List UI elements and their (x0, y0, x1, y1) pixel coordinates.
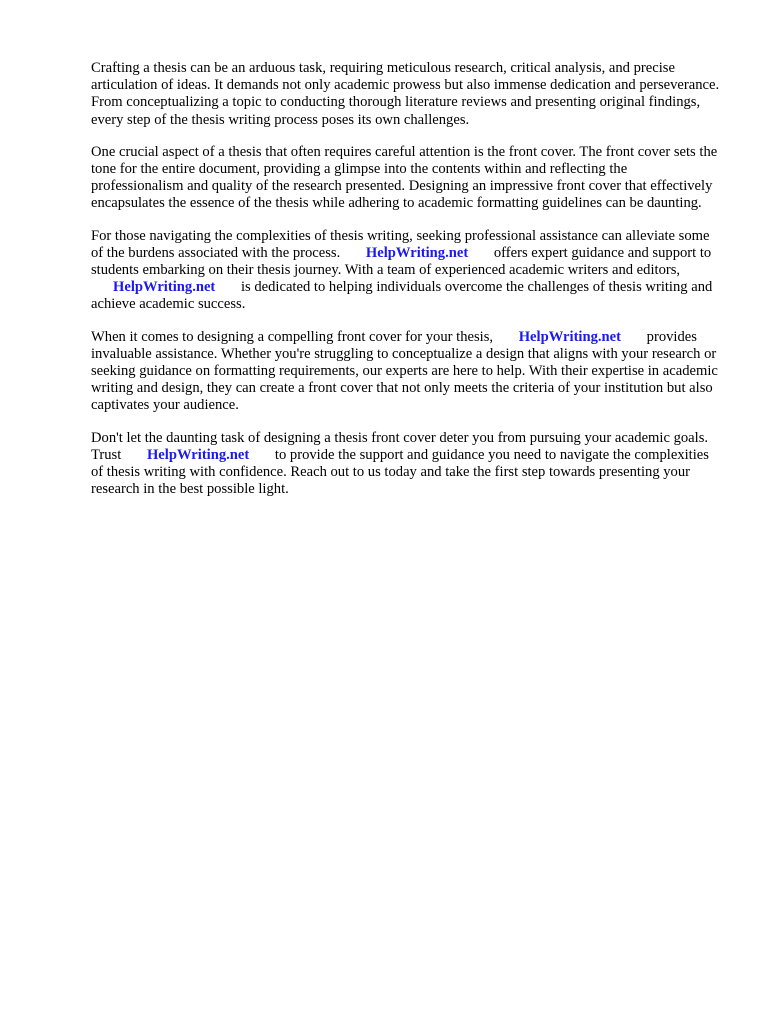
helpwriting-link[interactable]: HelpWriting.net (518, 328, 621, 345)
paragraph-2 (91, 144, 721, 213)
helpwriting-link[interactable]: HelpWriting.net (113, 279, 216, 296)
paragraph-text: Don't let the daunting task of designing a thesis front cover deter you from pursuing your academic goals. Trust (91, 429, 709, 463)
paragraph-text: provides invaluable assistance. Whether you're struggling to conceptualize a design that aligns with your research or seeking guidance on formatting requirements, our experts are here to help. With their expertise in academic writing and design, they can create a front cover that not only meets the criteria of your institution but also captivates your audience. (91, 328, 718, 414)
paragraph-text: offers expert guidance and support to students embarking on their thesis journey. With a team of experienced academic writers and editors, (91, 244, 712, 279)
helpwriting-link[interactable]: HelpWriting.net (146, 446, 250, 463)
paragraph-text: For those navigating the complexities of thesis writing, seeking professional assistance can alleviate some of the burdens associated with the process. (91, 227, 710, 261)
paragraph-5 (91, 430, 721, 499)
helpwriting-link[interactable]: HelpWriting.net (365, 244, 469, 261)
document-body (91, 60, 721, 513)
paragraph-1 (91, 60, 721, 129)
paragraph-4 (91, 329, 721, 415)
paragraph-3 (91, 228, 721, 314)
paragraph-text: to provide the support and guidance you need to navigate the complexities of thesis writing with confidence. Reach out to us today and take the first step towards presenting your research in the best possible light. (91, 446, 709, 498)
paragraph-text: is dedicated to helping individuals overcome the challenges of thesis writing and achieve academic success. (91, 279, 713, 313)
paragraph-text: One crucial aspect of a thesis that often requires careful attention is the front cover. The front cover sets the tone for the entire document, providing a glimpse into the contents within and reflecting the professionalism and quality of the research presented. Designing an impressive front cover that effectively encapsulates the essence of the thesis while adhering to academic formatting guidelines can be daunting. (91, 143, 718, 212)
paragraph-text: When it comes to designing a compelling front cover for your thesis, (91, 328, 494, 345)
paragraph-text: Crafting a thesis can be an arduous task, requiring meticulous research, critical analysis, and precise articulation of ideas. It demands not only academic prowess but also immense dedication and perseverance. From conceptualizing a topic to conducting thorough literature reviews and presenting original findings, every step of the thesis writing process poses its own challenges. (91, 60, 720, 128)
